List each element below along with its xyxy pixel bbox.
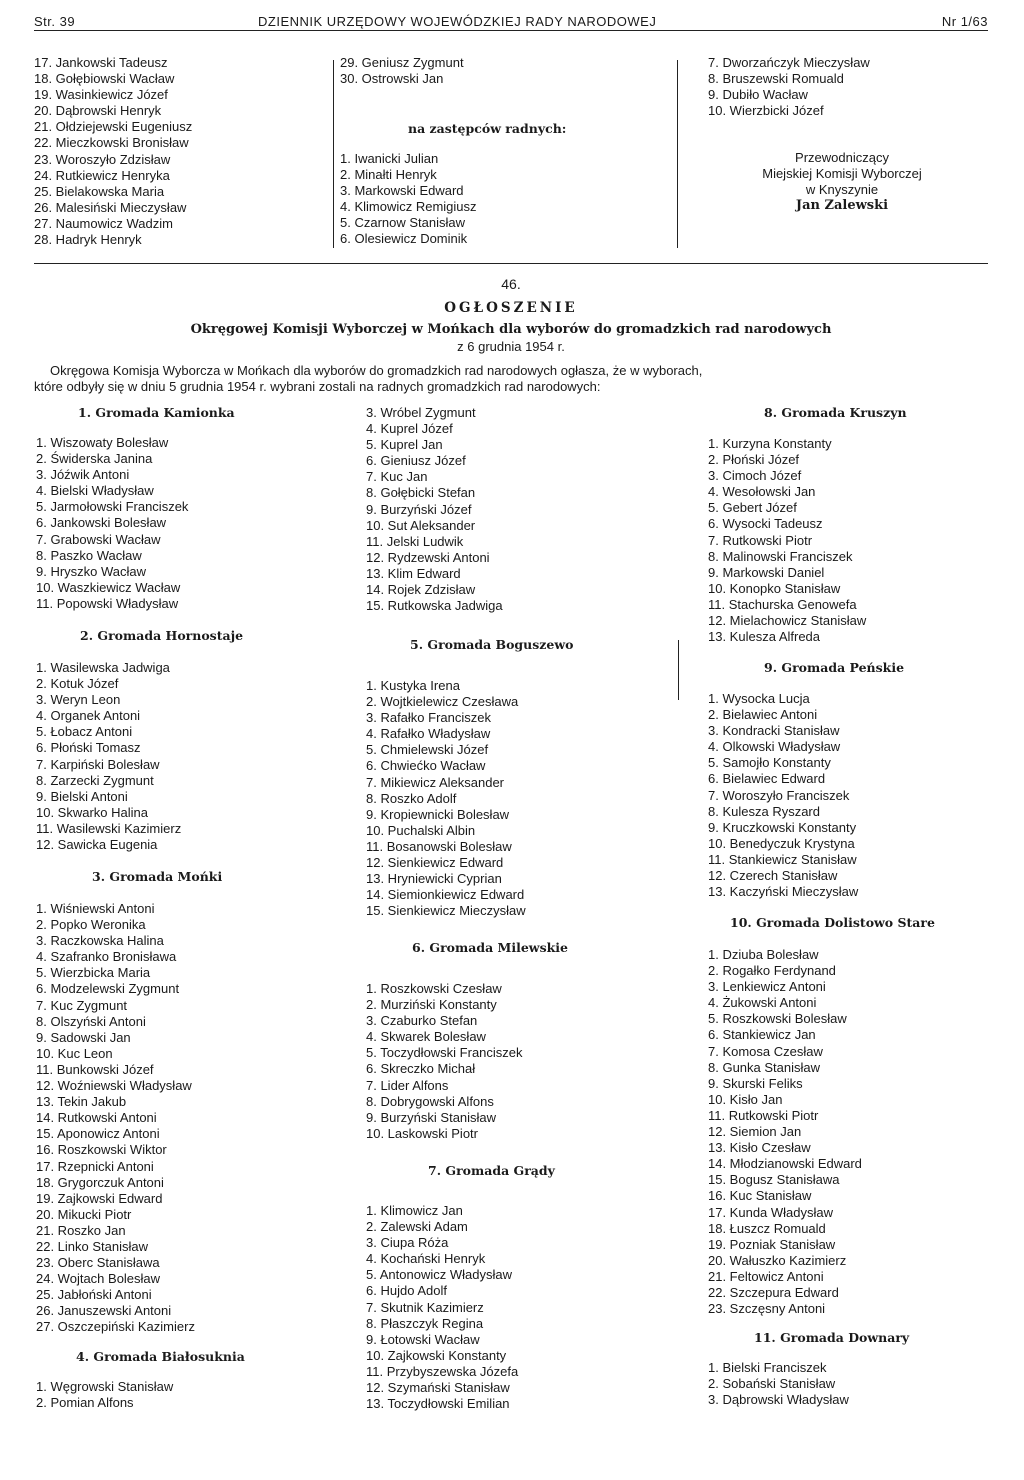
list-item: 8. Paszko Wacław (36, 547, 142, 563)
list-item: 4. Organek Antoni (36, 708, 141, 724)
list-item: 4. Kuprel Józef (366, 421, 453, 437)
list-item: 7. Kuc Zygmunt (36, 997, 128, 1013)
page-header (34, 8, 988, 32)
list-item: 28. Hadryk Henryk (34, 232, 142, 248)
group-list (366, 981, 523, 1142)
list-item: 7. Grabowski Wacław (36, 531, 161, 547)
list-item: 24. Rutkiewicz Henryka (34, 167, 170, 183)
group-title: 1. Gromada Kamionka (78, 405, 235, 420)
list-item: 8. Kulesza Ryszard (708, 803, 820, 819)
group-list (36, 901, 195, 1336)
notice-date: z 6 grudnia 1954 r. (457, 339, 565, 354)
group-title: 6. Gromada Milewskie (412, 940, 568, 955)
list-item: 7. Karpiński Bolesław (36, 756, 160, 772)
list-item: 1. Klimowicz Jan (366, 1203, 463, 1218)
list-item: 23. Oberc Stanisława (36, 1255, 160, 1271)
list-item: 15. Aponowicz Antoni (36, 1126, 160, 1142)
list-item: 13. Kaczyński Mieczysław (708, 884, 859, 900)
list-item: 6. Stankiewicz Jan (708, 1027, 816, 1043)
list-item: 5. Kuprel Jan (366, 437, 443, 453)
list-item: 9. Kropiewnicki Bolesław (366, 806, 510, 822)
list-item: 5. Samojło Konstanty (708, 755, 831, 771)
list-item: 20. Dąbrowski Henryk (34, 103, 162, 119)
list-item: 17. Kunda Władysław (708, 1204, 834, 1220)
list-item: 30. Ostrowski Jan (340, 71, 444, 87)
list-item: 25. Bielakowska Maria (34, 183, 165, 199)
divider (678, 640, 679, 700)
list-item: 10. Sut Aleksander (366, 517, 476, 533)
group-title: 2. Gromada Hornostaje (80, 628, 244, 643)
list-item: 25. Jabłoński Antoni (36, 1287, 152, 1303)
group-title: 3. Gromada Mońki (92, 869, 223, 884)
list-item: 6. Modzelewski Zygmunt (36, 981, 180, 997)
list-item: 10. Puchalski Albin (366, 822, 476, 838)
list-item: 13. Tekin Jakub (36, 1094, 127, 1110)
group-title: 11. Gromada Downary (754, 1330, 910, 1345)
header-rule (34, 30, 988, 31)
list-item: 3. Lenkiewicz Antoni (708, 979, 826, 995)
list-item: 6. Bielawiec Edward (708, 771, 826, 787)
list-item: 13. Kisło Czesław (708, 1140, 811, 1156)
list-item: 22. Linko Stanisław (36, 1238, 149, 1254)
list-item: 21. Ołdziejewski Eugeniusz (34, 119, 193, 135)
list-item: 20. Wałuszko Kazimierz (708, 1252, 847, 1268)
list-item: 29. Geniusz Zygmunt (340, 55, 464, 70)
group-title: 7. Gromada Grądy (428, 1163, 555, 1178)
list-item: 9. Łotowski Wacław (366, 1331, 480, 1347)
list-item: 10. Wierzbicki Józef (708, 103, 824, 119)
divider (333, 60, 334, 248)
list-item: 19. Zajkowski Edward (36, 1190, 163, 1206)
list-item: 1. Dziuba Bolesław (708, 947, 819, 962)
list-item: 6. Skreczko Michał (366, 1061, 476, 1077)
list-item: 5. Chmielewski Józef (366, 742, 489, 758)
list-item: 12. Sawicka Eugenia (36, 837, 158, 853)
list-item: 11. Stachurska Genowefa (708, 596, 857, 612)
list-item: 27. Naumowicz Wadzim (34, 215, 173, 231)
signature-org: Miejskiej Komisji Wyborczej (762, 166, 922, 182)
list-item: 18. Grygorczuk Antoni (36, 1174, 164, 1190)
divider (677, 60, 678, 248)
list-item: 6. Hujdo Adolf (366, 1283, 447, 1299)
list-item: 22. Mieczkowski Bronisław (34, 135, 189, 151)
group-list (708, 436, 866, 645)
list-item: 5. Łobacz Antoni (36, 724, 133, 740)
list-item: 1. Wiśniewski Antoni (36, 901, 155, 916)
list-item: 1. Iwanicki Julian (340, 151, 439, 166)
list-item: 7. Komosa Czesław (708, 1043, 823, 1059)
list-item: 6. Płoński Tomasz (36, 740, 141, 756)
list-item: 8. Gołębicki Stefan (366, 485, 476, 501)
top-list-1 (34, 55, 192, 248)
group-list (366, 405, 503, 614)
list-item: 4. Szafranko Bronisława (36, 949, 177, 965)
list-item: 5. Wierzbicka Maria (36, 965, 151, 981)
list-item: 23. Szczęsny Antoni (708, 1301, 826, 1317)
list-item: 3. Cimoch Józef (708, 468, 802, 484)
signature-block (700, 150, 984, 214)
list-item: 20. Mikucki Piotr (36, 1206, 132, 1222)
list-item: 8. Płaszczyk Regina (366, 1315, 484, 1331)
list-item: 1. Roszkowski Czesław (366, 981, 502, 996)
list-item: 8. Dobrygowski Alfons (366, 1093, 494, 1109)
list-item: 14. Siemionkiewicz Edward (366, 887, 525, 903)
notice-intro-1: Okręgowa Komisja Wyborcza w Mońkach dla wyborów do gromadzkich rad narodowych ogłasza, że w wyborach, (50, 363, 703, 378)
journal-title: DZIENNIK URZĘDOWY WOJEWÓDZKIEJ RADY NARODOWEJ (258, 14, 657, 29)
list-item: 6. Jankowski Bolesław (36, 515, 167, 531)
group-list (36, 1379, 173, 1411)
notice-title: OGŁOSZENIE (444, 300, 578, 316)
list-item: 24. Wojtach Bolesław (36, 1271, 161, 1287)
substitutes-list (340, 151, 477, 248)
list-item: 3. Ciupa Róża (366, 1235, 449, 1251)
notice-intro-2: które odbyły się w dniu 5 grudnia 1954 r. wybrani zostali na radnych gromadzkich rad narodowych: (34, 379, 601, 394)
list-item: 9. Burzyński Józef (366, 501, 472, 517)
list-item: 8. Zarzecki Zygmunt (36, 772, 154, 788)
list-item: 3. Czaburko Stefan (366, 1013, 478, 1029)
list-item: 2. Popko Weronika (36, 917, 146, 933)
list-item: 13. Hryniewicki Cyprian (366, 871, 502, 887)
list-item: 4. Żukowski Antoni (708, 995, 817, 1011)
list-item: 7. Dworzańczyk Mieczysław (708, 55, 870, 70)
list-item: 12. Czerech Stanisław (708, 868, 838, 884)
list-item: 27. Oszczepiński Kazimierz (36, 1319, 195, 1335)
list-item: 8. Olszyński Antoni (36, 1013, 146, 1029)
list-item: 1. Bielski Franciszek (708, 1360, 827, 1375)
group-list (708, 947, 862, 1317)
group-title: 9. Gromada Peńskie (764, 660, 905, 675)
list-item: 6. Chwiećko Wacław (366, 758, 486, 774)
list-item: 4. Olkowski Władysław (708, 739, 841, 755)
list-item: 21. Feltowicz Antoni (708, 1268, 824, 1284)
list-item: 1. Wasilewska Jadwiga (36, 660, 170, 675)
section-rule (34, 263, 988, 264)
list-item: 13. Klim Edward (366, 565, 461, 581)
list-item: 2. Zalewski Adam (366, 1219, 468, 1235)
list-item: 10. Konopko Stanisław (708, 580, 841, 596)
list-item: 3. Rafałko Franciszek (366, 710, 491, 726)
list-item: 15. Rutkowska Jadwiga (366, 598, 503, 614)
list-item: 15. Bogusz Stanisława (708, 1172, 840, 1188)
list-item: 5. Roszkowski Bolesław (708, 1011, 847, 1027)
list-item: 2. Sobański Stanisław (708, 1376, 836, 1392)
list-item: 1. Węgrowski Stanisław (36, 1379, 174, 1394)
list-item: 13. Kulesza Alfreda (708, 629, 821, 645)
top-list-3 (708, 55, 870, 119)
list-item: 10. Kuc Leon (36, 1045, 113, 1061)
list-item: 2. Murziński Konstanty (366, 997, 497, 1013)
list-item: 7. Lider Alfons (366, 1077, 449, 1093)
list-item: 3. Wróbel Zygmunt (366, 405, 476, 420)
list-item: 6. Gieniusz Józef (366, 453, 466, 469)
list-item: 9. Bielski Antoni (36, 788, 128, 804)
list-item: 17. Jankowski Tadeusz (34, 55, 168, 70)
list-item: 12. Mielachowicz Stanisław (708, 613, 867, 629)
list-item: 23. Woroszyło Zdzisław (34, 151, 171, 167)
top-list-2 (340, 55, 464, 87)
group-list (708, 691, 858, 900)
list-item: 3. Markowski Edward (340, 183, 464, 199)
list-item: 1. Kurzyna Konstanty (708, 436, 832, 451)
list-item: 1. Wysocka Lucja (708, 691, 810, 706)
group-list (366, 678, 526, 919)
list-item: 15. Sienkiewicz Mieczysław (366, 903, 526, 919)
list-item: 4. Klimowicz Remigiusz (340, 199, 477, 215)
notice-number: 46. (501, 276, 521, 292)
list-item: 2. Rogałko Ferdynand (708, 963, 836, 979)
page-number: Str. 39 (34, 14, 76, 29)
list-item: 4. Wesołowski Jan (708, 484, 816, 500)
list-item: 14. Rutkowski Antoni (36, 1110, 157, 1126)
list-item: 7. Mikiewicz Aleksander (366, 774, 504, 790)
group-list (708, 1360, 849, 1408)
list-item: 2. Kotuk Józef (36, 676, 119, 692)
group-list (36, 660, 181, 853)
group-list (36, 435, 188, 612)
list-item: 2. Wojtkielewicz Czesława (366, 694, 519, 710)
list-item: 5. Toczydłowski Franciszek (366, 1045, 523, 1061)
list-item: 3. Dąbrowski Władysław (708, 1392, 849, 1408)
list-item: 11. Bosanowski Bolesław (366, 838, 512, 854)
list-item: 9. Skurski Feliks (708, 1075, 803, 1091)
list-item: 5. Gebert Józef (708, 500, 797, 516)
list-item: 3. Raczkowska Halina (36, 933, 164, 949)
group-list (366, 1203, 518, 1412)
list-item: 11. Jelski Ludwik (366, 533, 464, 549)
list-item: 16. Kuc Stanisław (708, 1188, 812, 1204)
group-title: 10. Gromada Dolistowo Stare (730, 915, 935, 930)
list-item: 19. Pozniak Stanisław (708, 1236, 836, 1252)
group-title: 4. Gromada Białosuknia (76, 1349, 245, 1364)
list-item: 7. Skutnik Kazimierz (366, 1299, 484, 1315)
list-item: 22. Szczepura Edward (708, 1284, 839, 1300)
list-item: 17. Rzepnicki Antoni (36, 1158, 154, 1174)
group-title: 8. Gromada Kruszyn (764, 405, 907, 420)
list-item: 12. Sienkiewicz Edward (366, 855, 504, 871)
group-title: 5. Gromada Boguszewo (410, 637, 574, 652)
list-item: 12. Szymański Stanisław (366, 1380, 510, 1396)
list-item: 1. Kustyka Irena (366, 678, 460, 693)
list-item: 11. Stankiewicz Stanisław (708, 851, 857, 867)
list-item: 6. Olesiewicz Dominik (340, 231, 468, 247)
list-item: 26. Malesiński Mieczysław (34, 199, 187, 215)
list-item: 4. Kochański Henryk (366, 1251, 486, 1267)
list-item: 9. Hryszko Wacław (36, 563, 147, 579)
list-item: 5. Antonowicz Władysław (366, 1267, 512, 1283)
list-item: 5. Jarmołowski Franciszek (36, 499, 189, 515)
list-item: 14. Rojek Zdzisław (366, 582, 476, 598)
list-item: 13. Toczydłowski Emilian (366, 1396, 510, 1412)
list-item: 8. Gunka Stanisław (708, 1059, 821, 1075)
list-item: 8. Bruszewski Romuald (708, 71, 844, 87)
list-item: 2. Płoński Józef (708, 452, 800, 468)
list-item: 2. Świderska Janina (36, 451, 153, 467)
list-item: 11. Wasilewski Kazimierz (36, 820, 182, 836)
list-item: 11. Popowski Władysław (36, 595, 179, 611)
list-item: 18. Łuszcz Romuald (708, 1220, 826, 1236)
list-item: 6. Wysocki Tadeusz (708, 516, 823, 532)
list-item: 12. Siemion Jan (708, 1124, 802, 1140)
list-item: 4. Bielski Władysław (36, 483, 154, 499)
list-item: 18. Gołębiowski Wacław (34, 71, 175, 87)
list-item: 3. Weryn Leon (36, 692, 121, 708)
list-item: 7. Kuc Jan (366, 469, 428, 485)
list-item: 2. Minałti Henryk (340, 167, 437, 183)
list-item: 10. Skwarko Halina (36, 804, 148, 820)
list-item: 2. Pomian Alfons (36, 1395, 134, 1411)
list-item: 11. Przybyszewska Józefa (366, 1363, 519, 1379)
list-item: 26. Januszewski Antoni (36, 1303, 172, 1319)
list-item: 14. Młodzianowski Edward (708, 1156, 862, 1172)
list-item: 11. Rutkowski Piotr (708, 1107, 819, 1123)
list-item: 7. Woroszyło Franciszek (708, 787, 850, 803)
list-item: 10. Zajkowski Konstanty (366, 1347, 507, 1363)
list-item: 12. Woźniewski Władysław (36, 1078, 192, 1094)
list-item: 4. Skwarek Bolesław (366, 1029, 486, 1045)
list-item: 7. Rutkowski Piotr (708, 532, 813, 548)
list-item: 1. Wiszowaty Bolesław (36, 435, 169, 450)
signature-place: w Knyszynie (805, 182, 879, 198)
list-item: 8. Roszko Adolf (366, 790, 457, 806)
list-item: 3. Kondracki Stanisław (708, 723, 840, 739)
list-item: 21. Roszko Jan (36, 1222, 126, 1238)
signature-name: Jan Zalewski (795, 198, 889, 214)
substitutes-heading: na zastępców radnych: (408, 121, 567, 136)
list-item: 9. Kruczkowski Konstanty (708, 819, 857, 835)
signature-title: Przewodniczący (795, 150, 889, 165)
list-item: 9. Burzyński Stanisław (366, 1109, 497, 1125)
list-item: 3. Jóźwik Antoni (36, 467, 130, 483)
list-item: 10. Benedyczuk Krystyna (708, 835, 855, 851)
list-item: 8. Malinowski Franciszek (708, 548, 853, 564)
list-item: 19. Wasinkiewicz Józef (34, 87, 168, 103)
list-item: 9. Dubiło Wacław (708, 87, 808, 103)
list-item: 9. Markowski Daniel (708, 564, 825, 580)
issue-number: Nr 1/63 (941, 14, 988, 29)
list-item: 2. Bielawiec Antoni (708, 707, 818, 723)
list-item: 9. Sadowski Jan (36, 1029, 131, 1045)
list-item: 5. Czarnow Stanisław (340, 215, 465, 231)
list-item: 12. Rydzewski Antoni (366, 549, 490, 565)
list-item: 11. Bunkowski Józef (36, 1061, 154, 1077)
list-item: 4. Rafałko Władysław (366, 726, 491, 742)
list-item: 16. Roszkowski Wiktor (36, 1142, 167, 1158)
list-item: 10. Waszkiewicz Wacław (36, 579, 181, 595)
list-item: 10. Laskowski Piotr (366, 1125, 478, 1141)
list-item: 10. Kisło Jan (708, 1091, 783, 1107)
notice-subtitle: Okręgowej Komisji Wyborczej w Mońkach dla wyborów do gromadzkich rad narodowych (190, 322, 832, 337)
